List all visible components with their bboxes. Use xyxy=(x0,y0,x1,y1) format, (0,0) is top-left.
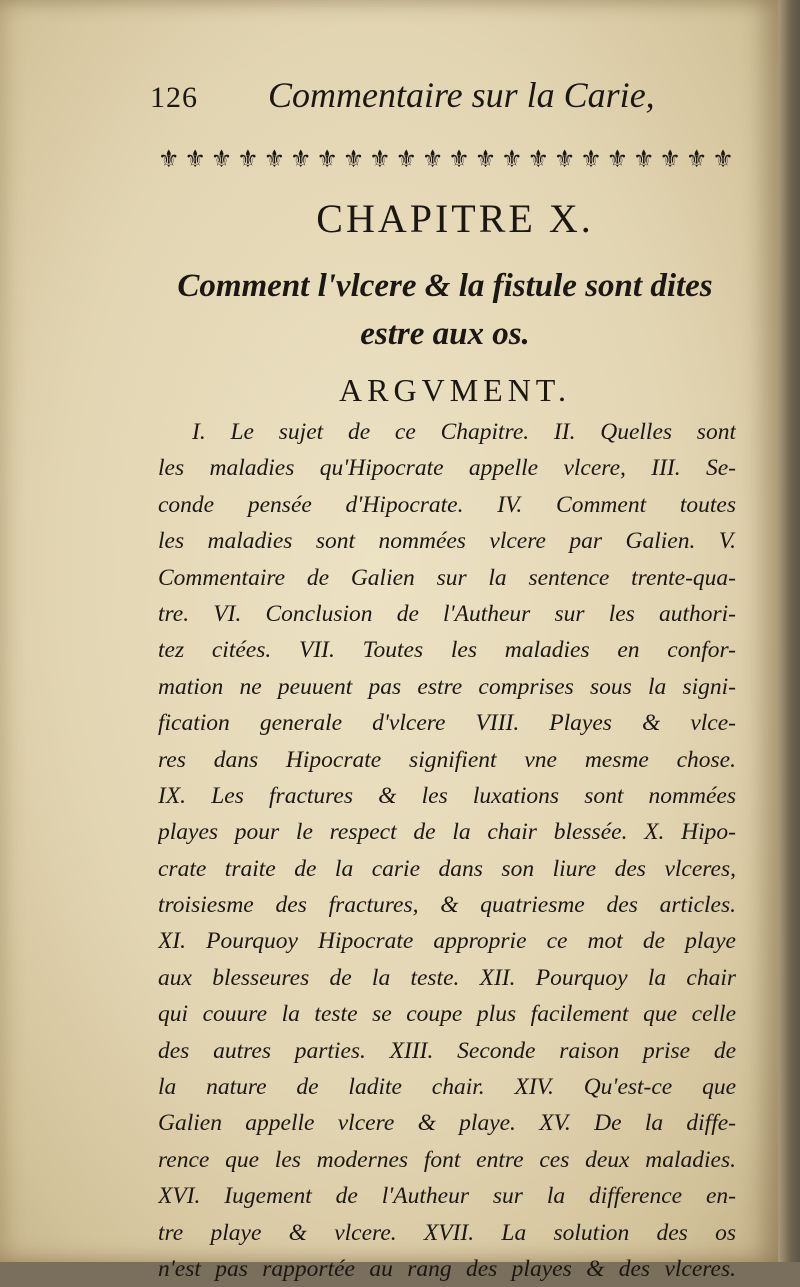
argument-line: XI. Pourquoy Hipocrate approprie ce mot de playe xyxy=(158,928,736,955)
page-number: 126 xyxy=(150,81,198,114)
argument-line: conde pensée d'Hipocrate. IV. Comment toutes xyxy=(158,491,736,518)
argument-line: XVI. Iugement de l'Autheur sur la difference en- xyxy=(158,1183,736,1210)
fleur-de-lis-icon: ⚜ xyxy=(342,145,365,173)
fleur-de-lis-icon: ⚜ xyxy=(580,145,602,173)
argument-line: tre. VI. Conclusion de l'Autheur sur les authori- xyxy=(158,600,736,627)
argument-line: res dans Hipocrate signifient vne mesme chose. xyxy=(158,746,736,773)
argument-line: les maladies sont nommées vlcere par Galien. V. xyxy=(158,528,736,555)
fleur-de-lis-icon: ⚜ xyxy=(395,145,418,173)
fleur-de-lis-icon: ⚜ xyxy=(606,145,629,173)
fleur-de-lis-icon: ⚜ xyxy=(448,145,470,173)
fleur-de-lis-icon: ⚜ xyxy=(659,145,681,173)
fleur-de-lis-icon: ⚜ xyxy=(527,145,549,173)
argument-line: des autres parties. XIII. Seconde raison prise de xyxy=(158,1037,736,1064)
fleur-de-lis-icon: ⚜ xyxy=(210,145,233,173)
fleur-de-lis-icon: ⚜ xyxy=(712,145,734,173)
argument-line: IX. Les fractures & les luxations sont nommées xyxy=(158,782,736,809)
argument-line: n'est pas rapportée au rang des playes & des vlceres. xyxy=(158,1255,736,1282)
argument-line: aux blesseures de la teste. XII. Pourquoy la chair xyxy=(158,964,736,991)
chapter-title-line: Comment l'vlcere & la fistule sont dites xyxy=(177,268,713,304)
fleur-de-lis-icon: ⚜ xyxy=(421,145,444,173)
argument-line: Commentaire de Galien sur la sentence trente-qua- xyxy=(158,564,736,591)
book-gutter-shadow xyxy=(778,0,800,1262)
argument-line: crate traite de la carie dans son liure des vlceres, xyxy=(158,855,736,882)
argument-line: tez citées. VII. Toutes les maladies en confor- xyxy=(158,637,736,664)
argument-line: la nature de ladite chair. XIV. Qu'est-ce que xyxy=(158,1074,736,1101)
fleur-de-lis-icon: ⚜ xyxy=(474,145,497,173)
argument-line: Galien appelle vlcere & playe. XV. De la diffe- xyxy=(158,1110,736,1137)
running-head-title: Commentaire sur la Carie, xyxy=(268,75,655,115)
fleur-de-lis-icon: ⚜ xyxy=(553,145,576,173)
argument-text xyxy=(158,414,736,1287)
fleur-de-lis-icon: ⚜ xyxy=(685,145,708,173)
argument-line: qui couure la teste se coupe plus facilement que celle xyxy=(158,1001,736,1028)
fleur-de-lis-icon: ⚜ xyxy=(369,145,391,173)
fleur-de-lis-ornament-band xyxy=(158,138,734,180)
argument-line: tre playe & vlcere. XVII. La solution des os xyxy=(158,1219,736,1246)
argument-line: mation ne peuuent pas estre comprises sous la signi- xyxy=(158,673,736,700)
chapter-heading: CHAPITRE X. xyxy=(316,196,594,241)
fleur-de-lis-icon: ⚜ xyxy=(633,145,655,173)
argument-line: playes pour le respect de la chair blessée. X. Hipo- xyxy=(158,819,736,846)
fleur-de-lis-icon: ⚜ xyxy=(237,145,259,173)
fleur-de-lis-icon: ⚜ xyxy=(263,145,286,173)
running-head xyxy=(150,70,670,120)
argument-heading: ARGVMENT. xyxy=(339,372,571,408)
fleur-de-lis-icon: ⚜ xyxy=(316,145,338,173)
chapter-title-line: estre aux os. xyxy=(360,316,530,352)
fleur-de-lis-icon: ⚜ xyxy=(184,145,206,173)
chapter-title xyxy=(155,262,735,358)
argument-line: I. Le sujet de ce Chapitre. II. Quelles sont xyxy=(192,419,736,445)
argument-line: les maladies qu'Hipocrate appelle vlcere, III. Se- xyxy=(158,455,736,482)
fleur-de-lis-icon: ⚜ xyxy=(158,145,180,173)
argument-line: fication generale d'vlcere VIII. Playes & vlce- xyxy=(158,710,736,737)
argument-line: troisiesme des fractures, & quatriesme des articles. xyxy=(158,892,736,919)
fleur-de-lis-icon: ⚜ xyxy=(289,145,312,173)
fleur-de-lis-icon: ⚜ xyxy=(501,145,523,173)
argument-line: rence que les modernes font entre ces deux maladies. xyxy=(158,1146,736,1173)
